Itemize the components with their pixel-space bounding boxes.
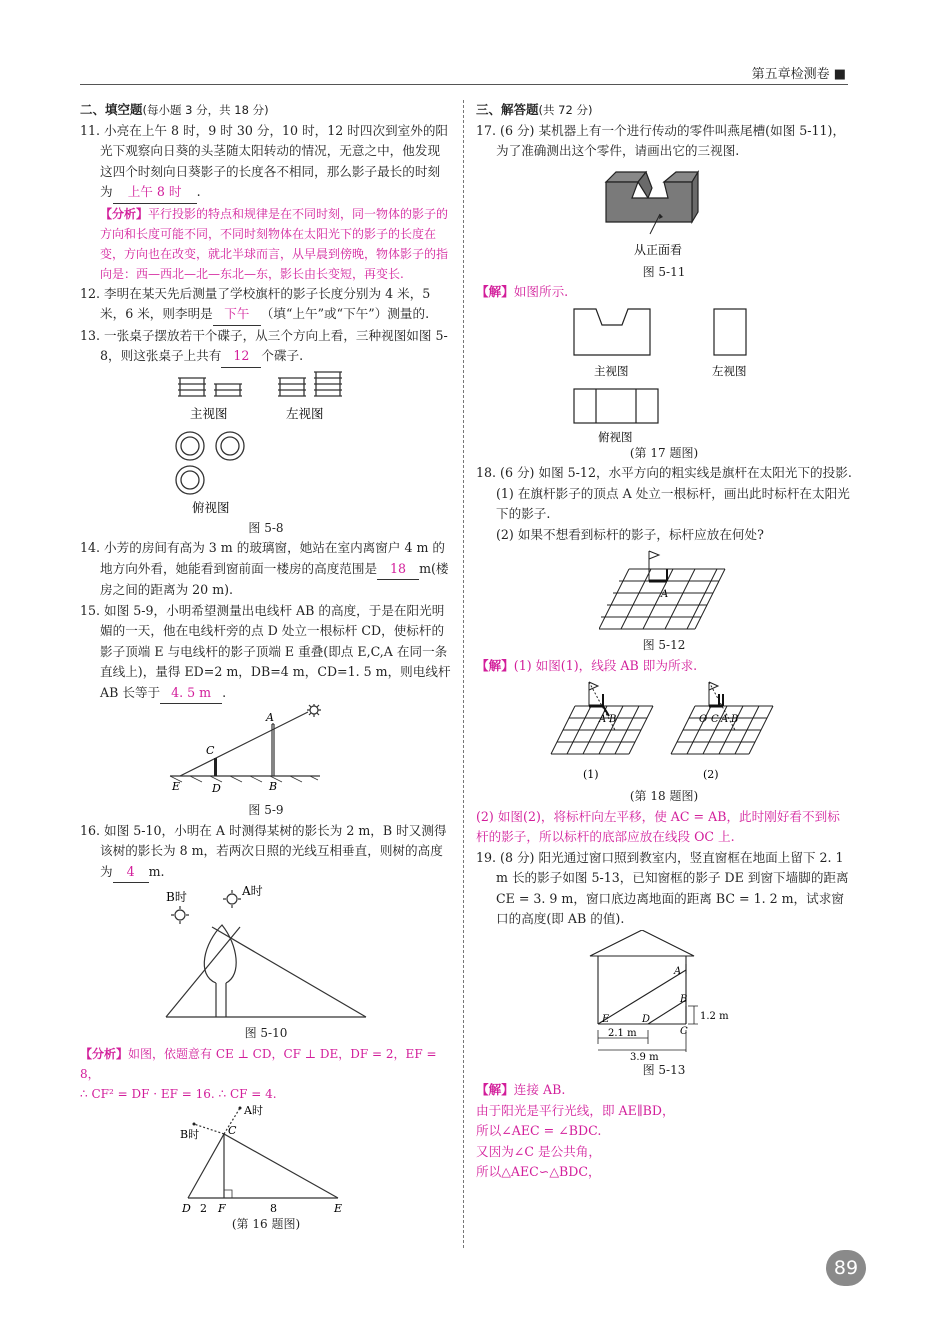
column-divider bbox=[463, 100, 464, 1248]
caption-q18: (第 18 题图) bbox=[629, 789, 699, 803]
label-A-time: A时 bbox=[242, 884, 263, 898]
solution-19-1: 【解】连接 AB. bbox=[476, 1082, 566, 1097]
solution-18-2: (2) 如图(2)，将标杆向左平移，使 AC = AB，此时刚好看不到标杆的影子，所以标杆的底部应放在线段 OC 上. bbox=[476, 808, 840, 844]
fig513-D: D bbox=[642, 1013, 651, 1025]
caption-q16: (第 16 题图) bbox=[231, 1216, 301, 1231]
fig512-A: A bbox=[661, 589, 669, 600]
point-E: E bbox=[172, 780, 181, 793]
caption-5-13: 图 5-13 bbox=[642, 1062, 686, 1077]
label-left-view: 左视图 bbox=[286, 405, 324, 421]
solution-18-1: 【解】(1) 如图(1)，线段 AB 即为所求. bbox=[476, 657, 698, 673]
section-fill-blank: 二、填空题(每小题 3 分，共 18 分) bbox=[80, 102, 269, 117]
figure-5-11 bbox=[594, 162, 734, 262]
question-12: 12. 李明在某天先后测量了学校旗杆的影子长度分别为 4 米，5 米，6 米，则李明是 下午 （填“上午”或“下午”）测量的. bbox=[80, 284, 452, 326]
fig18-A: A bbox=[599, 714, 607, 725]
answer-13: 12 bbox=[221, 346, 261, 368]
question-15: 15. 如图 5-9，小明希望测量出电线杆 AB 的高度，于是在阳光明媚的一天，他在电线杆旁的点 D 处立一根标杆 CD，使标杆的影子顶端 E 与电线杆的影子顶端 E 重叠(即点 E,C,A 在同一条直线上)，量得 ED=2 m，DB=4 m，CD=1. 5 m，则电线杆 AB 长等于 4. 5 m . bbox=[80, 601, 452, 705]
fig16-E: E bbox=[334, 1201, 343, 1214]
solution-19-4: 又因为∠C 是公共角， bbox=[476, 1143, 601, 1159]
label-front-view: 主视图 bbox=[190, 405, 228, 421]
fig18-B: B bbox=[609, 714, 617, 725]
analysis-16-line2: ∴ CF² = DF · EF = 16. ∴ CF = 4. bbox=[80, 1086, 277, 1101]
fig16-2: 2 bbox=[200, 1201, 207, 1214]
answer-11: 上午 8 时 bbox=[113, 182, 197, 204]
question-17: 17. (6 分) 某机器上有一个进行传动的零件叫燕尾槽(如图 5-11)，为了准确测出这个零件，请画出它的三视图. bbox=[476, 122, 846, 158]
solution-19-3: 所以∠AEC = ∠BDC. bbox=[476, 1123, 602, 1138]
answer-15: 4. 5 m bbox=[160, 683, 222, 705]
solution-19-2: 由于阳光是平行光线，即 AE∥BD， bbox=[476, 1102, 675, 1118]
label-main-view: 主视图 bbox=[594, 363, 629, 378]
fig16-A-time: A时 bbox=[244, 1103, 263, 1117]
label-B-time: B时 bbox=[166, 890, 187, 904]
caption-5-12: 图 5-12 bbox=[642, 638, 686, 652]
caption-5-10: 图 5-10 bbox=[244, 1026, 288, 1040]
figure-5-13 bbox=[574, 930, 754, 1060]
page-header bbox=[80, 62, 848, 85]
fig16-F: F bbox=[218, 1201, 226, 1214]
left-view-stack bbox=[278, 372, 342, 396]
left-column bbox=[80, 100, 452, 1234]
fig18-sub1: (1) bbox=[583, 768, 599, 781]
fig513-E: E bbox=[602, 1013, 610, 1025]
question-11: 11. 小亮在上午 8 时，9 时 30 分，10 时，12 时四次到室外的阳光下观察向日葵的头茎随太阳转动的情况，无意之中，他发现这四个时刻向日葵影子的长度各不相同，那么影子最长的时刻为 上午 8 时 . bbox=[80, 121, 452, 204]
label-front-look: 从正面看 bbox=[634, 242, 683, 257]
label-top-view: 俯视图 bbox=[192, 499, 230, 515]
figure-q18 bbox=[549, 676, 779, 786]
question-19: 19. (8 分) 阳光通过窗口照到教室内，竖直窗框在地面上留下 2. 1 m 长的影子如图 5-13，已知窗框的影子 DE 到窗下墙脚的距离 CE = 3. 9 m，窗口底边离地面的距离 BC = 1. 2 m，试求窗口的高度(即 AB 的值). bbox=[476, 849, 849, 926]
fig513-dim-1.2: 1.2 m bbox=[700, 1010, 729, 1022]
fig513-dim-2.1: 2.1 m bbox=[608, 1027, 637, 1039]
solution-19-5: 所以△AEC∽△BDC， bbox=[476, 1164, 601, 1179]
caption-5-11: 图 5-11 bbox=[642, 264, 686, 279]
fig18-O: O bbox=[699, 714, 708, 725]
label-top-view-17: 俯视图 bbox=[598, 429, 633, 443]
caption-5-9: 图 5-9 bbox=[248, 803, 284, 817]
fig16-D: D bbox=[182, 1201, 191, 1214]
figure-5-12 bbox=[599, 545, 729, 635]
front-view-stack-left bbox=[178, 378, 206, 396]
caption-5-8: 图 5-8 bbox=[248, 520, 284, 535]
fig18-sub2: (2) bbox=[703, 768, 719, 781]
question-18-part1: (1) 在旗杆影子的顶点 A 处立一根标杆，画出此时标杆在太阳光下的影子. bbox=[496, 485, 850, 521]
figure-q17-three-views bbox=[564, 303, 764, 443]
answer-14: 18 bbox=[377, 559, 419, 581]
section-answers: 三、解答题(共 72 分) bbox=[476, 102, 593, 117]
question-18-part2: (2) 如果不想看到标杆的影子，标杆应放在何处? bbox=[496, 526, 764, 542]
chapter-title: 第五章检测卷 ■ bbox=[751, 67, 846, 82]
point-D: D bbox=[212, 782, 221, 795]
fig18-B2: B bbox=[731, 714, 739, 725]
fig513-A: A bbox=[674, 965, 682, 977]
point-C: C bbox=[206, 744, 215, 757]
point-B: B bbox=[269, 780, 278, 793]
analysis-16: 【分析】如图，依题意有 CE ⊥ CD，CF ⊥ DE，DF = 2，EF = 8， bbox=[80, 1046, 437, 1081]
answer-12: 下午 bbox=[213, 304, 261, 326]
fig513-C: C bbox=[680, 1025, 688, 1037]
analysis-11: 【分析】平行投影的特点和规律是在不同时刻，同一物体的影子的方向和长度可能不同，不同时刻物体在太阳光下的影子的长度在变，方向也在改变，就北半球而言，从早晨到傍晚，物体影子的指向是：西—西北—北—东北—东，影长由长变短，再变长. bbox=[100, 206, 449, 281]
figure-q16-solution bbox=[176, 1104, 356, 1214]
figure-5-10 bbox=[156, 883, 376, 1023]
front-view-stack-right bbox=[214, 384, 242, 396]
question-16: 16. 如图 5-10，小明在 A 时测得某树的影长为 2 m，B 时又测得该树的影长为 8 m，若两次日照的光线互相垂直，则树的高度为 4 m. bbox=[80, 821, 452, 884]
label-left-view-17: 左视图 bbox=[712, 363, 747, 378]
fig18-C: C bbox=[711, 714, 719, 725]
solution-17: 【解】如图所示. bbox=[476, 284, 569, 299]
question-14: 14. 小芳的房间有高为 3 m 的玻璃窗，她站在室内离窗户 4 m 的地方向外看，她能看到窗前面一楼房的高度范围是 18 m(楼房之间的距离为 20 m). bbox=[80, 540, 449, 597]
question-13: 13. 一张桌子摆放若干个碟子，从三个方向上看，三种视图如图 5-8，则这张桌子上共有 12 个碟子. bbox=[80, 326, 452, 368]
right-column bbox=[476, 100, 852, 1183]
fig18-A2: A bbox=[721, 714, 729, 725]
point-A: A bbox=[266, 711, 274, 724]
figure-5-9 bbox=[166, 704, 366, 800]
figure-5-8 bbox=[166, 368, 366, 518]
caption-q17: (第 17 题图) bbox=[629, 445, 699, 460]
fig513-B: B bbox=[680, 993, 688, 1005]
fig16-C: C bbox=[228, 1123, 237, 1137]
fig16-8: 8 bbox=[270, 1201, 277, 1214]
fig513-dim-3.9: 3.9 m bbox=[630, 1051, 659, 1060]
question-18: 18. (6 分) 如图 5-12，水平方向的粗实线是旗杆在太阳光下的投影. bbox=[476, 465, 852, 480]
answer-16: 4 bbox=[113, 862, 149, 884]
page-number-badge: 89 bbox=[826, 1250, 866, 1286]
fig16-B-time: B时 bbox=[180, 1127, 200, 1141]
